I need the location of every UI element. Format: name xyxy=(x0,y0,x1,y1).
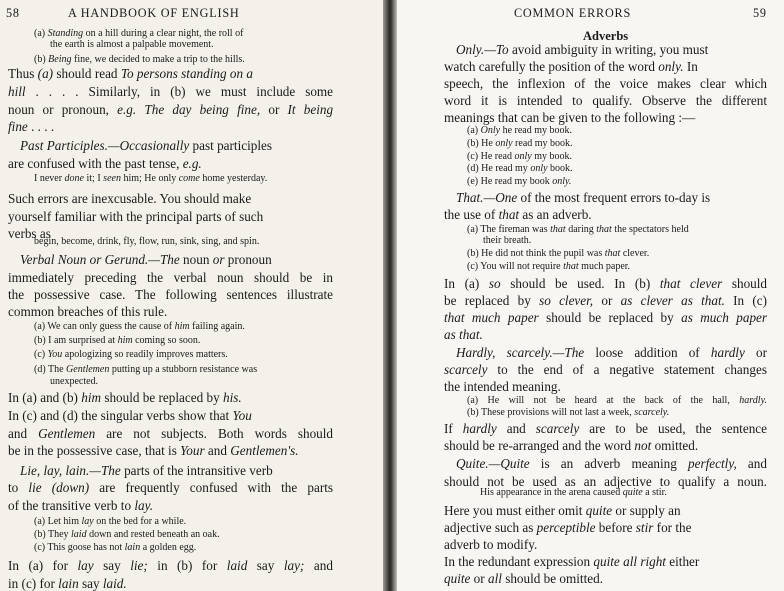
right-text-line: scarcely to the end of a negative statement changes xyxy=(444,362,767,377)
right-text-line: as that. xyxy=(444,327,483,342)
right-text-line: (b) These provisions will not last a week, scarcely. xyxy=(467,407,670,418)
left-text-line: Such errors are inexcusable. You should make xyxy=(8,191,252,206)
left-text-line: (d) The Gentlemen putting up a stubborn resistance was xyxy=(34,364,258,375)
right-text-line: word it is intended to qualify. Observe the different xyxy=(444,93,767,108)
right-text-line: If hardly and scarcely are to be used, the sentence xyxy=(444,421,767,436)
left-page-number: 58 xyxy=(6,6,20,20)
right-text-line: (c) You will not require that much paper. xyxy=(467,261,631,272)
right-text-line: Here you must either omit quite or supply an xyxy=(444,503,681,518)
left-text-line: be in the possessive case, that is Your and Gentlemen's. xyxy=(8,443,299,458)
left-text-line: the possessive case. The following sentences illustrate xyxy=(8,287,334,302)
right-running-head: COMMON ERRORS xyxy=(514,6,632,20)
left-text-line: In (c) and (d) the singular verbs show that You xyxy=(8,408,252,423)
right-text-line: (e) He read my book only. xyxy=(467,176,572,187)
right-text-line: Hardly, scarcely.—The loose addition of hardly or xyxy=(456,345,767,360)
right-text-line: speech, the inflexion of the voice makes clear which xyxy=(444,76,768,91)
right-text-line: Only.—To avoid ambiguity in writing, you must xyxy=(456,42,709,57)
left-text-line: Past Participles.—Occasionally past participles xyxy=(20,138,272,153)
left-text-line: (a) We can only guess the cause of him failing again. xyxy=(34,321,245,332)
right-text-line: (d) He read my only book. xyxy=(467,163,573,174)
right-text-line: should be re-arranged and the word not omitted. xyxy=(444,438,699,453)
right-text-line: be replaced by so clever, or as clever as that. In (c) xyxy=(444,293,768,308)
left-text-line: Verbal Noun or Gerund.—The noun or pronoun xyxy=(20,252,272,267)
left-text-line: (c) This goose has not lain a golden egg. xyxy=(34,542,197,553)
right-text-line: (c) He read only my book. xyxy=(467,151,572,162)
right-text-line: Quite.—Quite is an adverb meaning perfectly, and xyxy=(456,456,767,471)
right-text-line: watch carefully the position of the word only. In xyxy=(444,59,698,74)
left-text-line: and Gentlemen are not subjects. Both words should xyxy=(8,426,334,441)
right-text-line: (b) He only read my book. xyxy=(467,138,573,149)
right-text-line: In the redundant expression quite all right either xyxy=(444,554,700,569)
right-page xyxy=(397,0,784,591)
right-text-line: (a) The fireman was that daring that the spectators held xyxy=(467,224,689,235)
left-text-line: (a) Standing on a hill during a clear night, the roll of xyxy=(34,28,244,39)
left-text-line: unexpected. xyxy=(50,376,99,387)
left-running-head: A HANDBOOK OF ENGLISH xyxy=(68,6,240,20)
right-text-line: (a) He will not be heard at the back of the hall, hardly. xyxy=(467,395,767,406)
right-text-line: (a) Only he read my book. xyxy=(467,125,572,136)
left-text-line: the earth is almost a palpable movement. xyxy=(50,39,214,50)
right-text-line: In (a) so should be used. In (b) that clever should xyxy=(444,276,768,291)
left-text-line: (b) Being fine, we decided to make a trip to the hills. xyxy=(34,54,245,65)
left-text-line: in (c) for lain say laid. xyxy=(8,576,127,591)
left-text-line: noun or pronoun, e.g. The day being fine, or It being xyxy=(8,102,334,117)
right-text-line: meanings that can be given to the following :— xyxy=(444,110,696,125)
left-page xyxy=(0,0,383,591)
left-text-line: yourself familiar with the principal parts of such xyxy=(8,209,264,224)
left-text-line: (b) I am surprised at him coming so soon. xyxy=(34,335,201,346)
right-text-line: (b) He did not think the pupil was that clever. xyxy=(467,248,650,259)
right-text-line: that much paper should be replaced by as much paper xyxy=(444,310,768,325)
left-text-line: hill . . . . Similarly, in (b) we must include some xyxy=(8,84,334,99)
right-text-line: should not be used as an adjective to qualify a noun. xyxy=(444,474,767,489)
left-text-line: Thus (a) should read To persons standing on a xyxy=(8,66,253,81)
right-text-line: adjective such as perceptible before stir for the xyxy=(444,520,692,535)
right-text-line: their breath. xyxy=(483,235,532,246)
right-page-number: 59 xyxy=(753,6,767,20)
left-text-line: Lie, lay, lain.—The parts of the intransitive verb xyxy=(20,463,273,478)
left-text-line: immediately preceding the verbal noun should be in xyxy=(8,270,333,285)
section-heading: Adverbs xyxy=(583,29,629,43)
right-text-line: adverb to modify. xyxy=(444,537,538,552)
left-text-line: fine . . . . xyxy=(8,119,55,134)
left-text-line: (a) Let him lay on the bed for a while. xyxy=(34,516,187,527)
left-text-line: In (a) and (b) him should be replaced by his. xyxy=(8,390,242,405)
left-text-line: I never done it; I seen him; He only come home yesterday. xyxy=(34,173,268,184)
left-text-line: to lie (down) are frequently confused with the parts xyxy=(8,480,334,495)
right-text-line: the use of that as an adverb. xyxy=(444,207,592,222)
book-gutter xyxy=(383,0,397,591)
left-text-line: verbs as xyxy=(8,226,51,241)
right-text-line: the intended meaning. xyxy=(444,379,561,394)
right-text-line: His appearance in the arena caused quite a stir. xyxy=(480,487,667,498)
left-text-line: common breaches of this rule. xyxy=(8,304,168,319)
left-text-line: (c) You apologizing so readily improves matters. xyxy=(34,349,228,360)
left-text-line: of the transitive verb to lay. xyxy=(8,498,154,513)
right-text-line: quite or all should be omitted. xyxy=(444,571,603,586)
left-text-line: begin, become, drink, fly, flow, run, sink, sing, and spin. xyxy=(34,236,260,247)
left-text-line: are confused with the past tense, e.g. xyxy=(8,156,202,171)
right-text-line: That.—One of the most frequent errors to-day is xyxy=(456,190,711,205)
left-text-line: In (a) for lay say lie; in (b) for laid say lay; and xyxy=(8,558,333,573)
left-text-line: (b) They laid down and rested beneath an oak. xyxy=(34,529,220,540)
